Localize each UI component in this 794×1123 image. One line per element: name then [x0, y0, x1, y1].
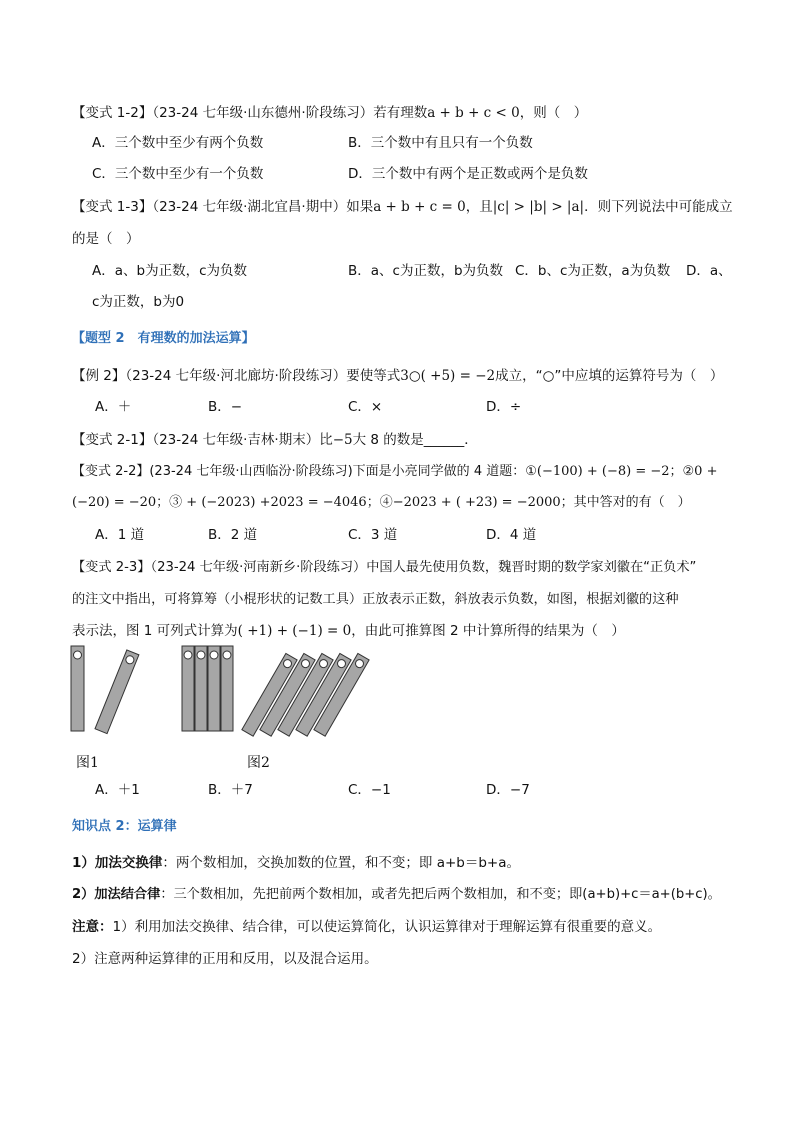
variant-2-3-line1: 【变式 2-3】（23-24 七年级·河南新乡·阶段练习）中国人最先使用负数，魏晋时期的数学家刘徽在“正负术”	[72, 560, 697, 575]
option-a: A．三个数中至少有两个负数	[92, 135, 264, 151]
option-b: B．a、c为正数，b为负数	[348, 263, 504, 279]
figure-2-caption: 图2	[247, 755, 270, 771]
option-b: B．2 道	[208, 527, 258, 543]
commutative-law: 1）加法交换律：两个数相加，交换加数的位置，和不变；即 a+b＝b+a。	[72, 855, 521, 871]
figure-1-rods	[71, 646, 139, 734]
option-c: C．×	[348, 399, 383, 415]
topic-2-heading: 【题型 2 有理数的加法运算】	[72, 331, 255, 346]
option-a: A．＋	[95, 399, 132, 415]
option-d: D．a、	[686, 263, 732, 279]
option-c: C．3 道	[348, 527, 398, 543]
variant-2-1-question: 【变式 2-1】（23-24 七年级·吉林·期末）比−5大 8 的数是______．	[72, 432, 478, 448]
note: 注意：1）利用加法交换律、结合律，可以使运算简化，认识运算律对于理解运算有很重要的意义。	[72, 919, 662, 935]
figure-2-slanted-rods	[242, 653, 369, 736]
option-c: C．三个数中至少有一个负数	[92, 166, 264, 182]
option-d: D．三个数中有两个是正数或两个是负数	[348, 166, 588, 182]
variant-1-2-question: 【变式 1-2】（23-24 七年级·山东德州·阶段练习）若有理数a + b + c < 0，则（ ）	[72, 105, 588, 121]
option-d: D．÷	[486, 399, 522, 415]
upright-rod	[71, 646, 84, 731]
option-c: C．−1	[348, 782, 391, 798]
knowledge-point-2-heading: 知识点 2：运算律	[72, 819, 177, 834]
variant-2-2-question: 【变式 2-2】(23-24 七年级·山西临汾·阶段练习)下面是小亮同学做的 4 道题：①(−100) + (−8) = −2；②0 +	[72, 464, 718, 479]
figure-2-upright-rods	[182, 646, 233, 731]
variant-2-3-line3: 表示法，图 1 可列式计算为( +1) + (−1) = 0，由此可推算图 2 中计算所得的结果为（ ）	[72, 623, 625, 639]
variant-2-2-line2: (−20) = −20；③ + (−2023) +2023 = −4046；④−2023 + ( +23) = −2000；其中答对的有（ ）	[72, 495, 691, 510]
option-b: B．−	[208, 399, 243, 415]
counting-rods-figure	[64, 640, 384, 740]
variant-1-3-question: 【变式 1-3】（23-24 七年级·湖北宜昌·期中）如果a + b + c = 0，且|c| > |b| > |a|．则下列说法中可能成立	[72, 199, 733, 215]
option-a: A．1 道	[95, 527, 145, 543]
option-d: D．4 道	[486, 527, 537, 543]
slanted-rod	[95, 650, 139, 734]
variant-2-3-line2: 的注文中指出，可将算筹（小棍形状的记数工具）正放表示正数，斜放表示负数，如图，根据刘徽的这种	[72, 592, 679, 607]
variant-1-3-line2: 的是（ ）	[72, 231, 140, 247]
note-2: 2）注意两种运算律的正用和反用，以及混合运用。	[72, 951, 378, 967]
option-c: C．b、c为正数，a为负数	[515, 263, 671, 279]
associative-law: 2）加法结合律：三个数相加，先把前两个数相加，或者先把后两个数相加，和不变；即(a+b)+c＝a+(b+c)。	[72, 887, 721, 902]
option-b: B．三个数中有且只有一个负数	[348, 135, 533, 151]
option-d: D．−7	[486, 782, 530, 798]
figure-1-caption: 图1	[76, 755, 99, 771]
option-a: A．＋1	[95, 782, 140, 798]
example-2-question: 【例 2】（23-24 七年级·河北廊坊·阶段练习）要使等式3○( +5) = −2成立，“○”中应填的运算符号为（ ）	[72, 368, 724, 384]
option-d-cont: c为正数，b为0	[92, 294, 185, 310]
option-b: B．＋7	[208, 782, 253, 798]
option-a: A．a、b为正数，c为负数	[92, 263, 247, 279]
